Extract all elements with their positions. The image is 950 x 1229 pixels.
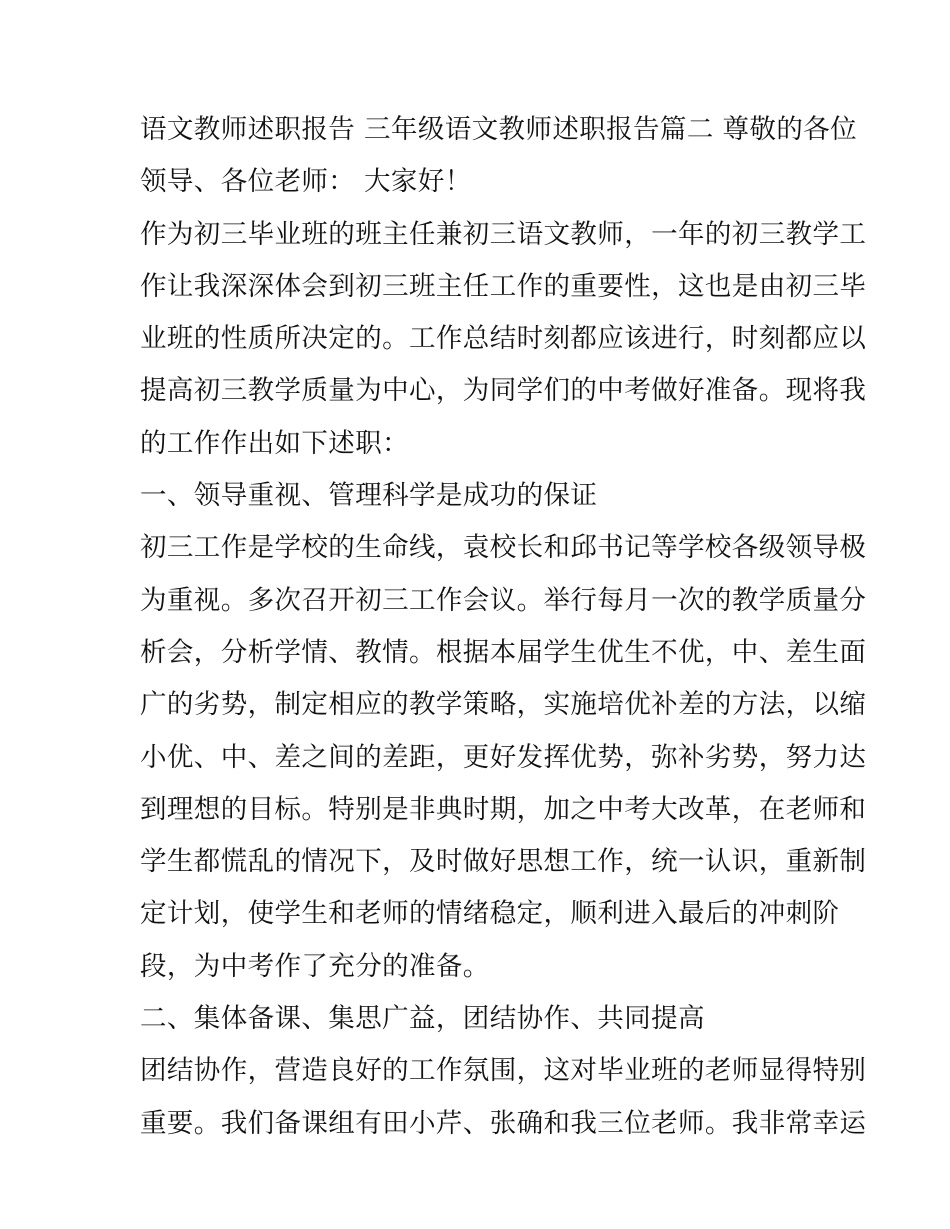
text-line: 的工作作出如下述职： [140,427,409,459]
section-heading-2: 二、集体备课、集思广益，团结协作、共同提高 [140,1003,705,1035]
text-line: 到理想的目标。特别是非典时期，加之中考大改革，在老师和 [140,793,867,825]
text-line: 广的劣势，制定相应的教学策略，实施培优补差的方法，以缩 [140,689,867,721]
text-line: 作为初三毕业班的班主任兼初三语文教师，一年的初三教学工 [140,218,867,250]
text-line: 定计划，使学生和老师的情绪稳定，顺利进入最后的冲刺阶 [140,898,840,930]
text-line: 学生都慌乱的情况下，及时做好思想工作，统一认识，重新制 [140,846,867,878]
text-line: 业班的性质所决定的。工作总结时刻都应该进行，时刻都应以 [140,323,867,355]
text-line: 作让我深深体会到初三班主任工作的重要性，这也是由初三毕 [140,270,867,302]
title-line: 语文教师述职报告 三年级语文教师述职报告篇二 尊敬的各位 [140,114,858,145]
salutation-line: 领导、各位老师： 大家好！ [140,166,472,198]
text-line: 提高初三教学质量为中心，为同学们的中考做好准备。现将我 [140,375,867,407]
text-line: 段，为中考作了充分的准备。 [140,950,490,982]
section-heading-1: 一、领导重视、管理科学是成功的保证 [140,480,598,512]
text-line: 小优、中、差之间的差距，更好发挥优势，弥补劣势，努力达 [140,741,867,773]
text-line: 重要。我们备课组有田小芹、张确和我三位老师。我非常幸运 [140,1107,867,1139]
document-body [140,104,867,1150]
text-line: 为重视。多次召开初三工作会议。举行每月一次的教学质量分 [140,584,867,616]
text-line: 析会，分析学情、教情。根据本届学生优生不优，中、差生面 [140,636,867,668]
text-line: 团结协作，营造良好的工作氛围，这对毕业班的老师显得特别 [140,1055,867,1087]
text-line: 初三工作是学校的生命线，袁校长和邱书记等学校各级领导极 [140,532,867,564]
